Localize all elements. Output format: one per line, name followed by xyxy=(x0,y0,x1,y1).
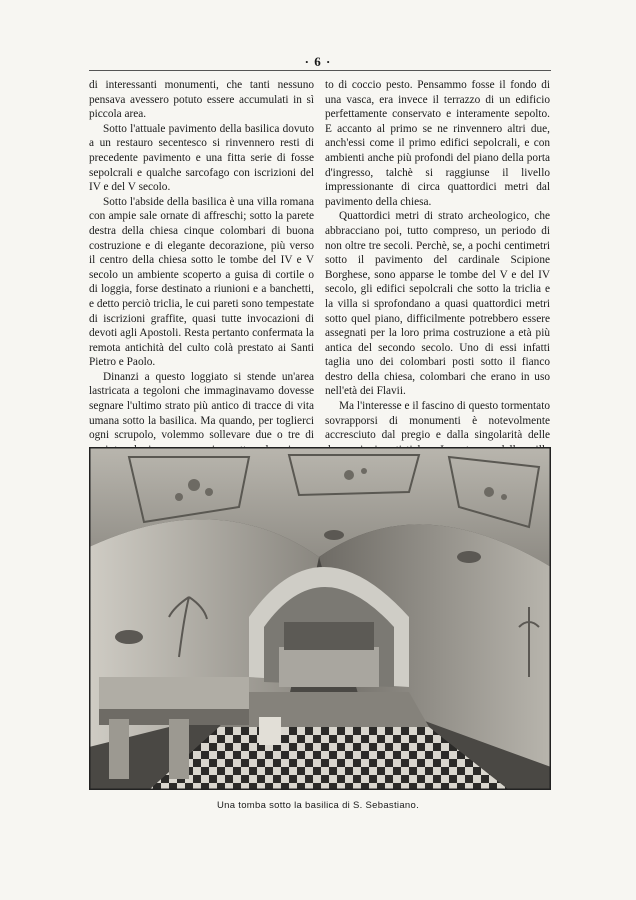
left-column xyxy=(89,78,314,472)
figure-caption: Una tomba sotto la basilica di S. Sebastiano. xyxy=(216,800,420,811)
paragraph: Ma l'interesse e il fascino di questo tormentato sovrapporsi di monumenti è notevolmente accresciuto dal pregio e dalla singolarità delle xyxy=(325,400,550,442)
paragraph: to di coccio pesto. Pensammo fosse il fondo di una vasca, era invece il terrazzo di un edificio perfettamente conservato e interamente sepolto. E accanto al primo se ne rinvennero altri due, anch'essi come il primo edifici sepolcrali, e con ambienti anche più profondi del piano della porta d'ingresso, talchè si raggiunse il livello impressionante di circa quattordici metri dal pavimento della chiesa. xyxy=(325,79,550,208)
paragraph: di interessanti monumenti, che tanti nessuno pensava avessero potuto essere accumulati in sì piccola area. xyxy=(89,79,314,121)
paragraph: Dinanzi a questo loggiato si stende un'area lastricata a tegoloni che immaginavamo dovesse segnare l'ultimo strato più antico di tracce di vita umana sotto la basilica. Ma quando, per toglierci ogni scrupolo, volemmo sollevare due o tre di xyxy=(89,370,314,442)
paragraph: Sotto l'attuale pavimento della basilica dovuto a un restauro secentesco si rinvennero resti di precedente pavimento e una fitta serie di fosse sepolcrali e qualche sarcofago con iscrizioni del IV e del V secolo. xyxy=(89,122,314,194)
header-rule xyxy=(89,70,551,71)
paragraph: Quattordici metri di strato archeologico, che abbracciano poi, tutto compreso, un periodo di non oltre tre secoli. Perchè, se, a pochi centimetri sotto il pavimento del cardinale Scipione Borghese, sono apparse le tombe del V e del IV secolo, gli edifici sepolcrali che sotto la triclia e la villa si sprofondano a quasi quattordici metri sotto quel piano, difficilmente potrebbero essere assegnati per la loro prima costruzione a età più antica del secondo secolo. Uno di essi infatti taglia uno dei colombari posti sotto il fianco destro della chiesa, colombari che erano in uso nell'età dei Flavii. xyxy=(325,210,550,398)
page-number: · 6 · xyxy=(304,54,332,69)
tomb-photograph xyxy=(89,447,551,790)
tomb-illustration xyxy=(89,447,551,790)
paragraph: Sotto l'abside della basilica è una villa romana con ampie sale ornate di affreschi; sotto la parete destra della chiesa cinque colombari di buona costruzione e di elegante decorazione, più verso il centro della chiesa sotto le tombe del IV e V secolo un ambiente scoperto a guisa di cortile o di loggia, forse destinato a riunioni e a banchetti, e detto perciò triclia, le cui pareti sono tempestate di iscrizioni graffite, quasi tutte invocazioni di devoti agli Apostoli. Resta pertanto confermata la remota antichità del culto colà prestato ai Santi Pietro e Paolo. xyxy=(89,195,314,369)
right-column xyxy=(325,78,550,472)
